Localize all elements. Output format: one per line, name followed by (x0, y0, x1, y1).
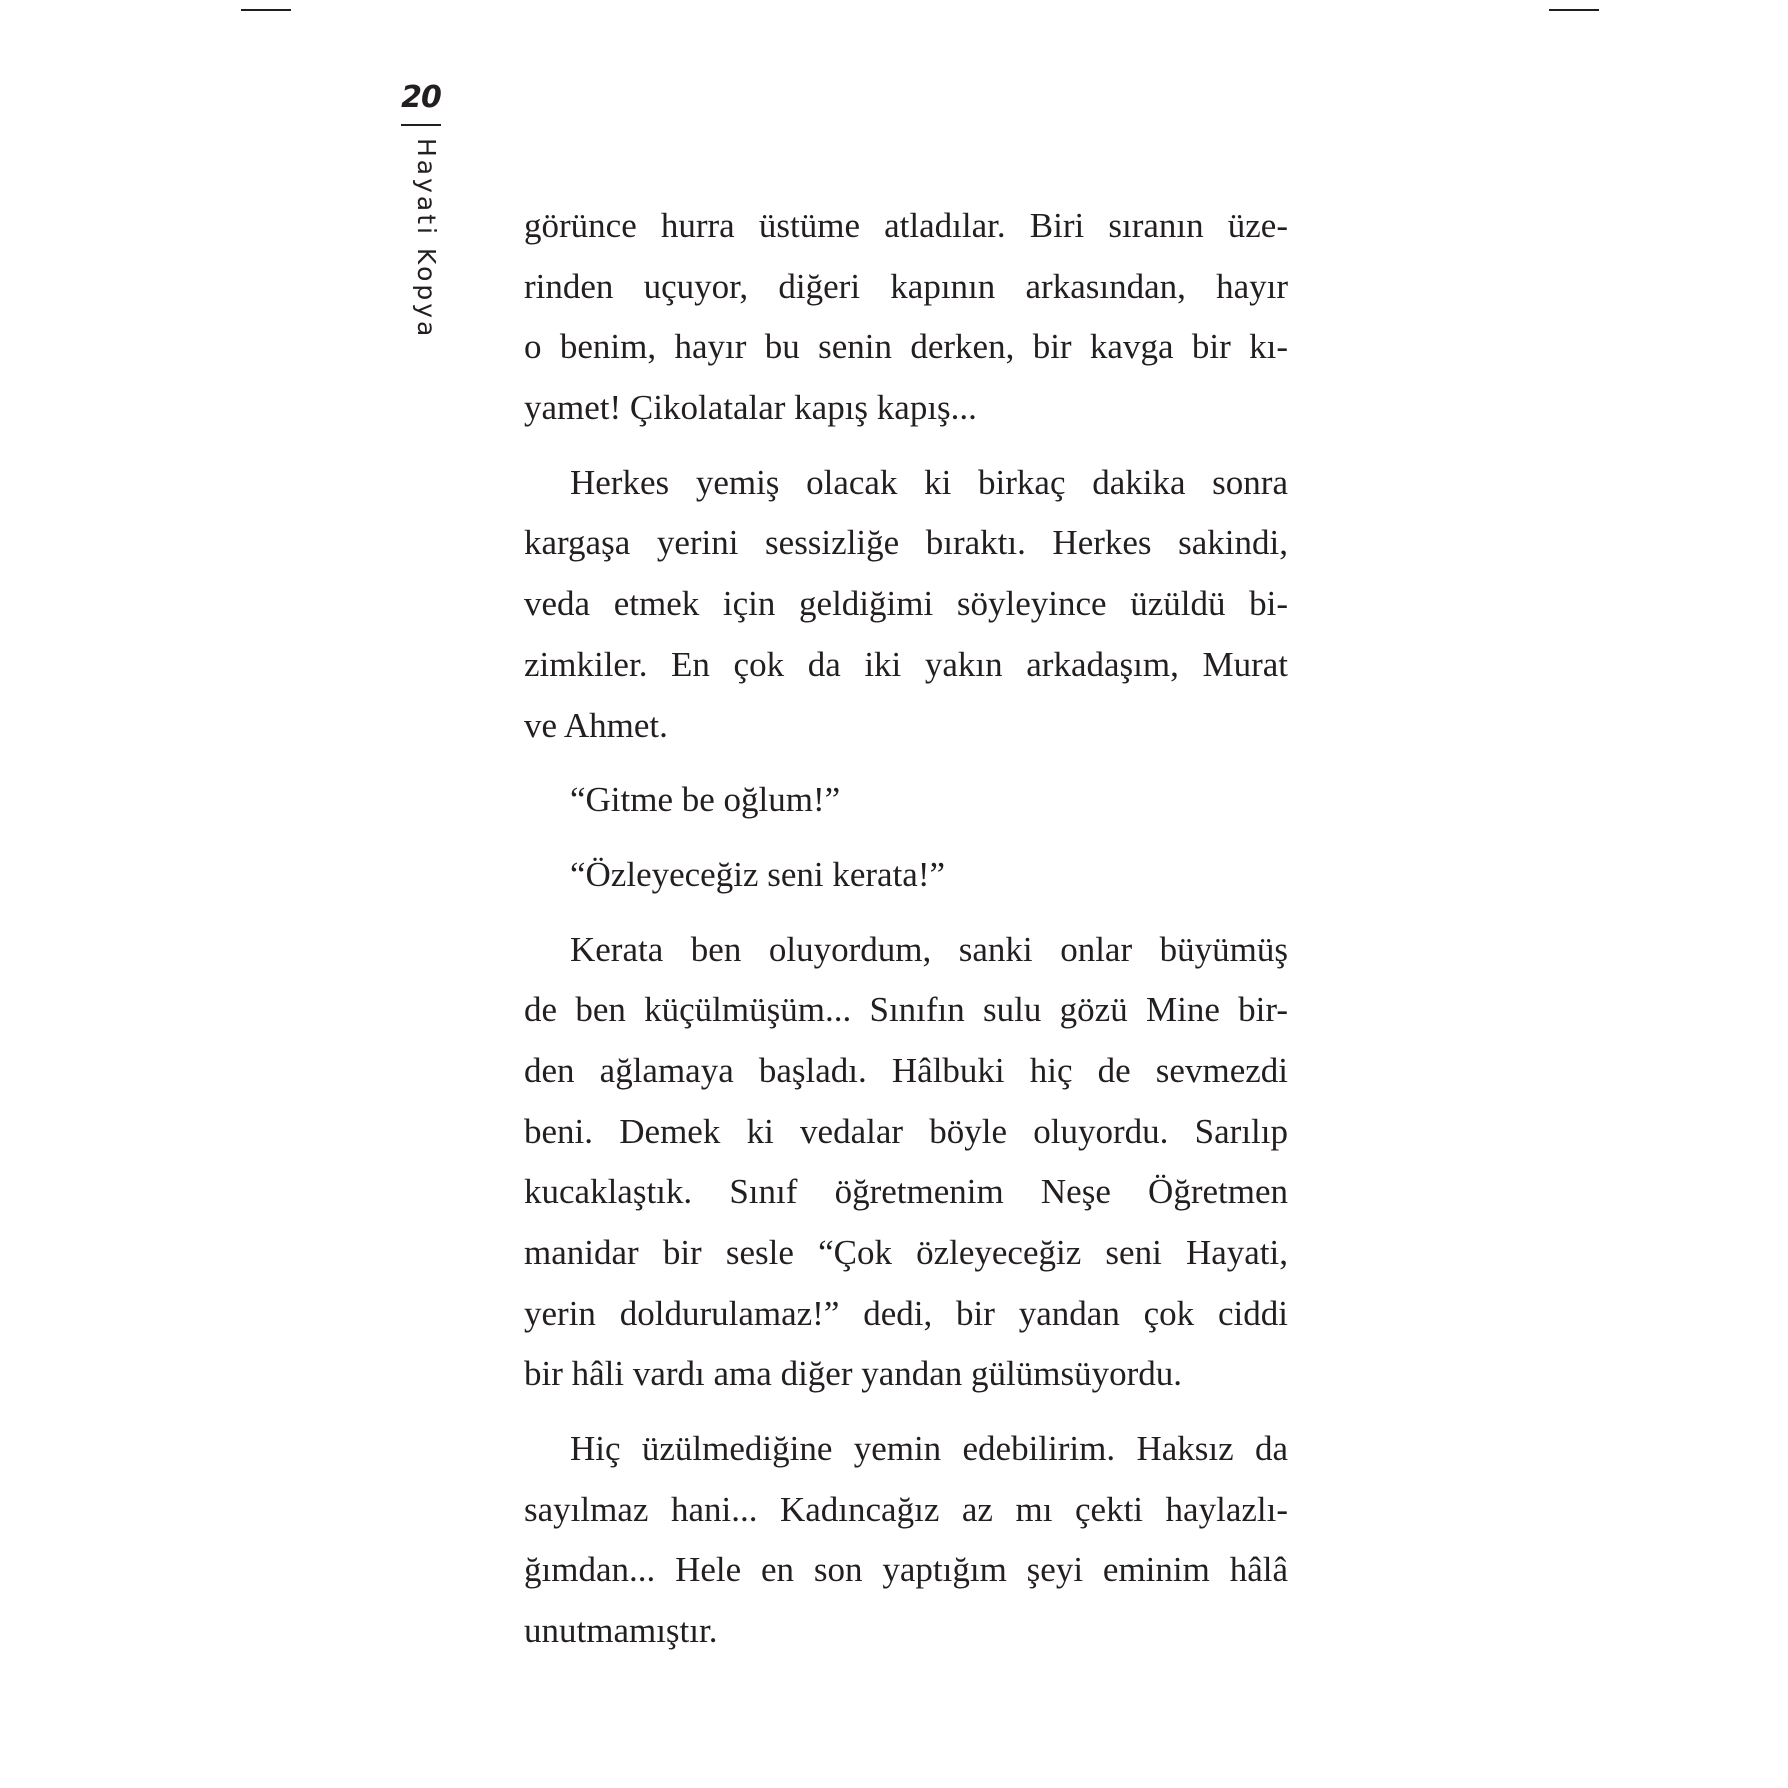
paragraph (524, 920, 1288, 1406)
text-line: de ben küçülmüşüm... Sınıfın sulu gözü Mine bir- (524, 990, 1288, 1030)
text-line: zimkiler. En çok da iki yakın arkadaşım, Murat (524, 644, 1288, 684)
paragraph (524, 196, 1288, 439)
text-line: Kerata ben oluyordum, sanki onlar büyümüş (570, 929, 1288, 969)
text-line: kargaşa yerini sessizliğe bıraktı. Herkes sakindi, (524, 523, 1288, 563)
text-line: beni. Demek ki vedalar böyle oluyordu. Sarılıp (524, 1111, 1288, 1151)
text-line: Herkes yemiş olacak ki birkaç dakika sonra (570, 462, 1288, 502)
paragraph (524, 845, 1288, 906)
text-line: “Özleyeceğiz seni kerata!” (570, 854, 946, 894)
text-line: veda etmek için geldiğimi söyleyince üzüldü bi- (524, 584, 1288, 624)
paragraph (524, 770, 1288, 831)
paragraph (524, 1419, 1288, 1662)
crop-mark-left (241, 9, 291, 11)
text-line: bir hâli vardı ama diğer yandan gülümsüyordu. (524, 1354, 1183, 1394)
text-line: kucaklaştık. Sınıf öğretmenim Neşe Öğretmen (524, 1172, 1288, 1212)
crop-mark-right (1549, 9, 1599, 11)
text-line: sayılmaz hani... Kadıncağız az mı çekti haylazlı- (524, 1489, 1288, 1529)
running-title: Hayati Kopya (412, 138, 441, 340)
text-line: ve Ahmet. (524, 705, 668, 745)
text-line: yamet! Çikolatalar kapış kapış... (524, 388, 977, 428)
text-line: o benim, hayır bu senin derken, bir kavga bir kı- (524, 327, 1288, 367)
text-line: görünce hurra üstüme atladılar. Biri sıranın üze- (524, 206, 1288, 245)
text-line: “Gitme be oğlum!” (570, 780, 841, 820)
paragraph (524, 453, 1288, 756)
text-line: manidar bir sesle “Çok özleyeceğiz seni Hayati, (524, 1233, 1288, 1272)
header-divider (401, 124, 441, 126)
page-number: 20 (401, 80, 441, 115)
text-line: unutmamıştır. (524, 1611, 718, 1651)
text-line: yerin doldurulamaz!” dedi, bir yandan çok ciddi (524, 1293, 1288, 1333)
text-line: ğımdan... Hele en son yaptığım şeyi eminim hâlâ (524, 1550, 1288, 1590)
text-line: Hiç üzülmediğine yemin edebilirim. Haksız da (570, 1429, 1288, 1469)
text-line: rinden uçuyor, diğeri kapının arkasından, hayır (524, 266, 1288, 306)
body-text (524, 196, 1288, 1676)
text-line: den ağlamaya başladı. Hâlbuki hiç de sevmezdi (524, 1050, 1288, 1090)
